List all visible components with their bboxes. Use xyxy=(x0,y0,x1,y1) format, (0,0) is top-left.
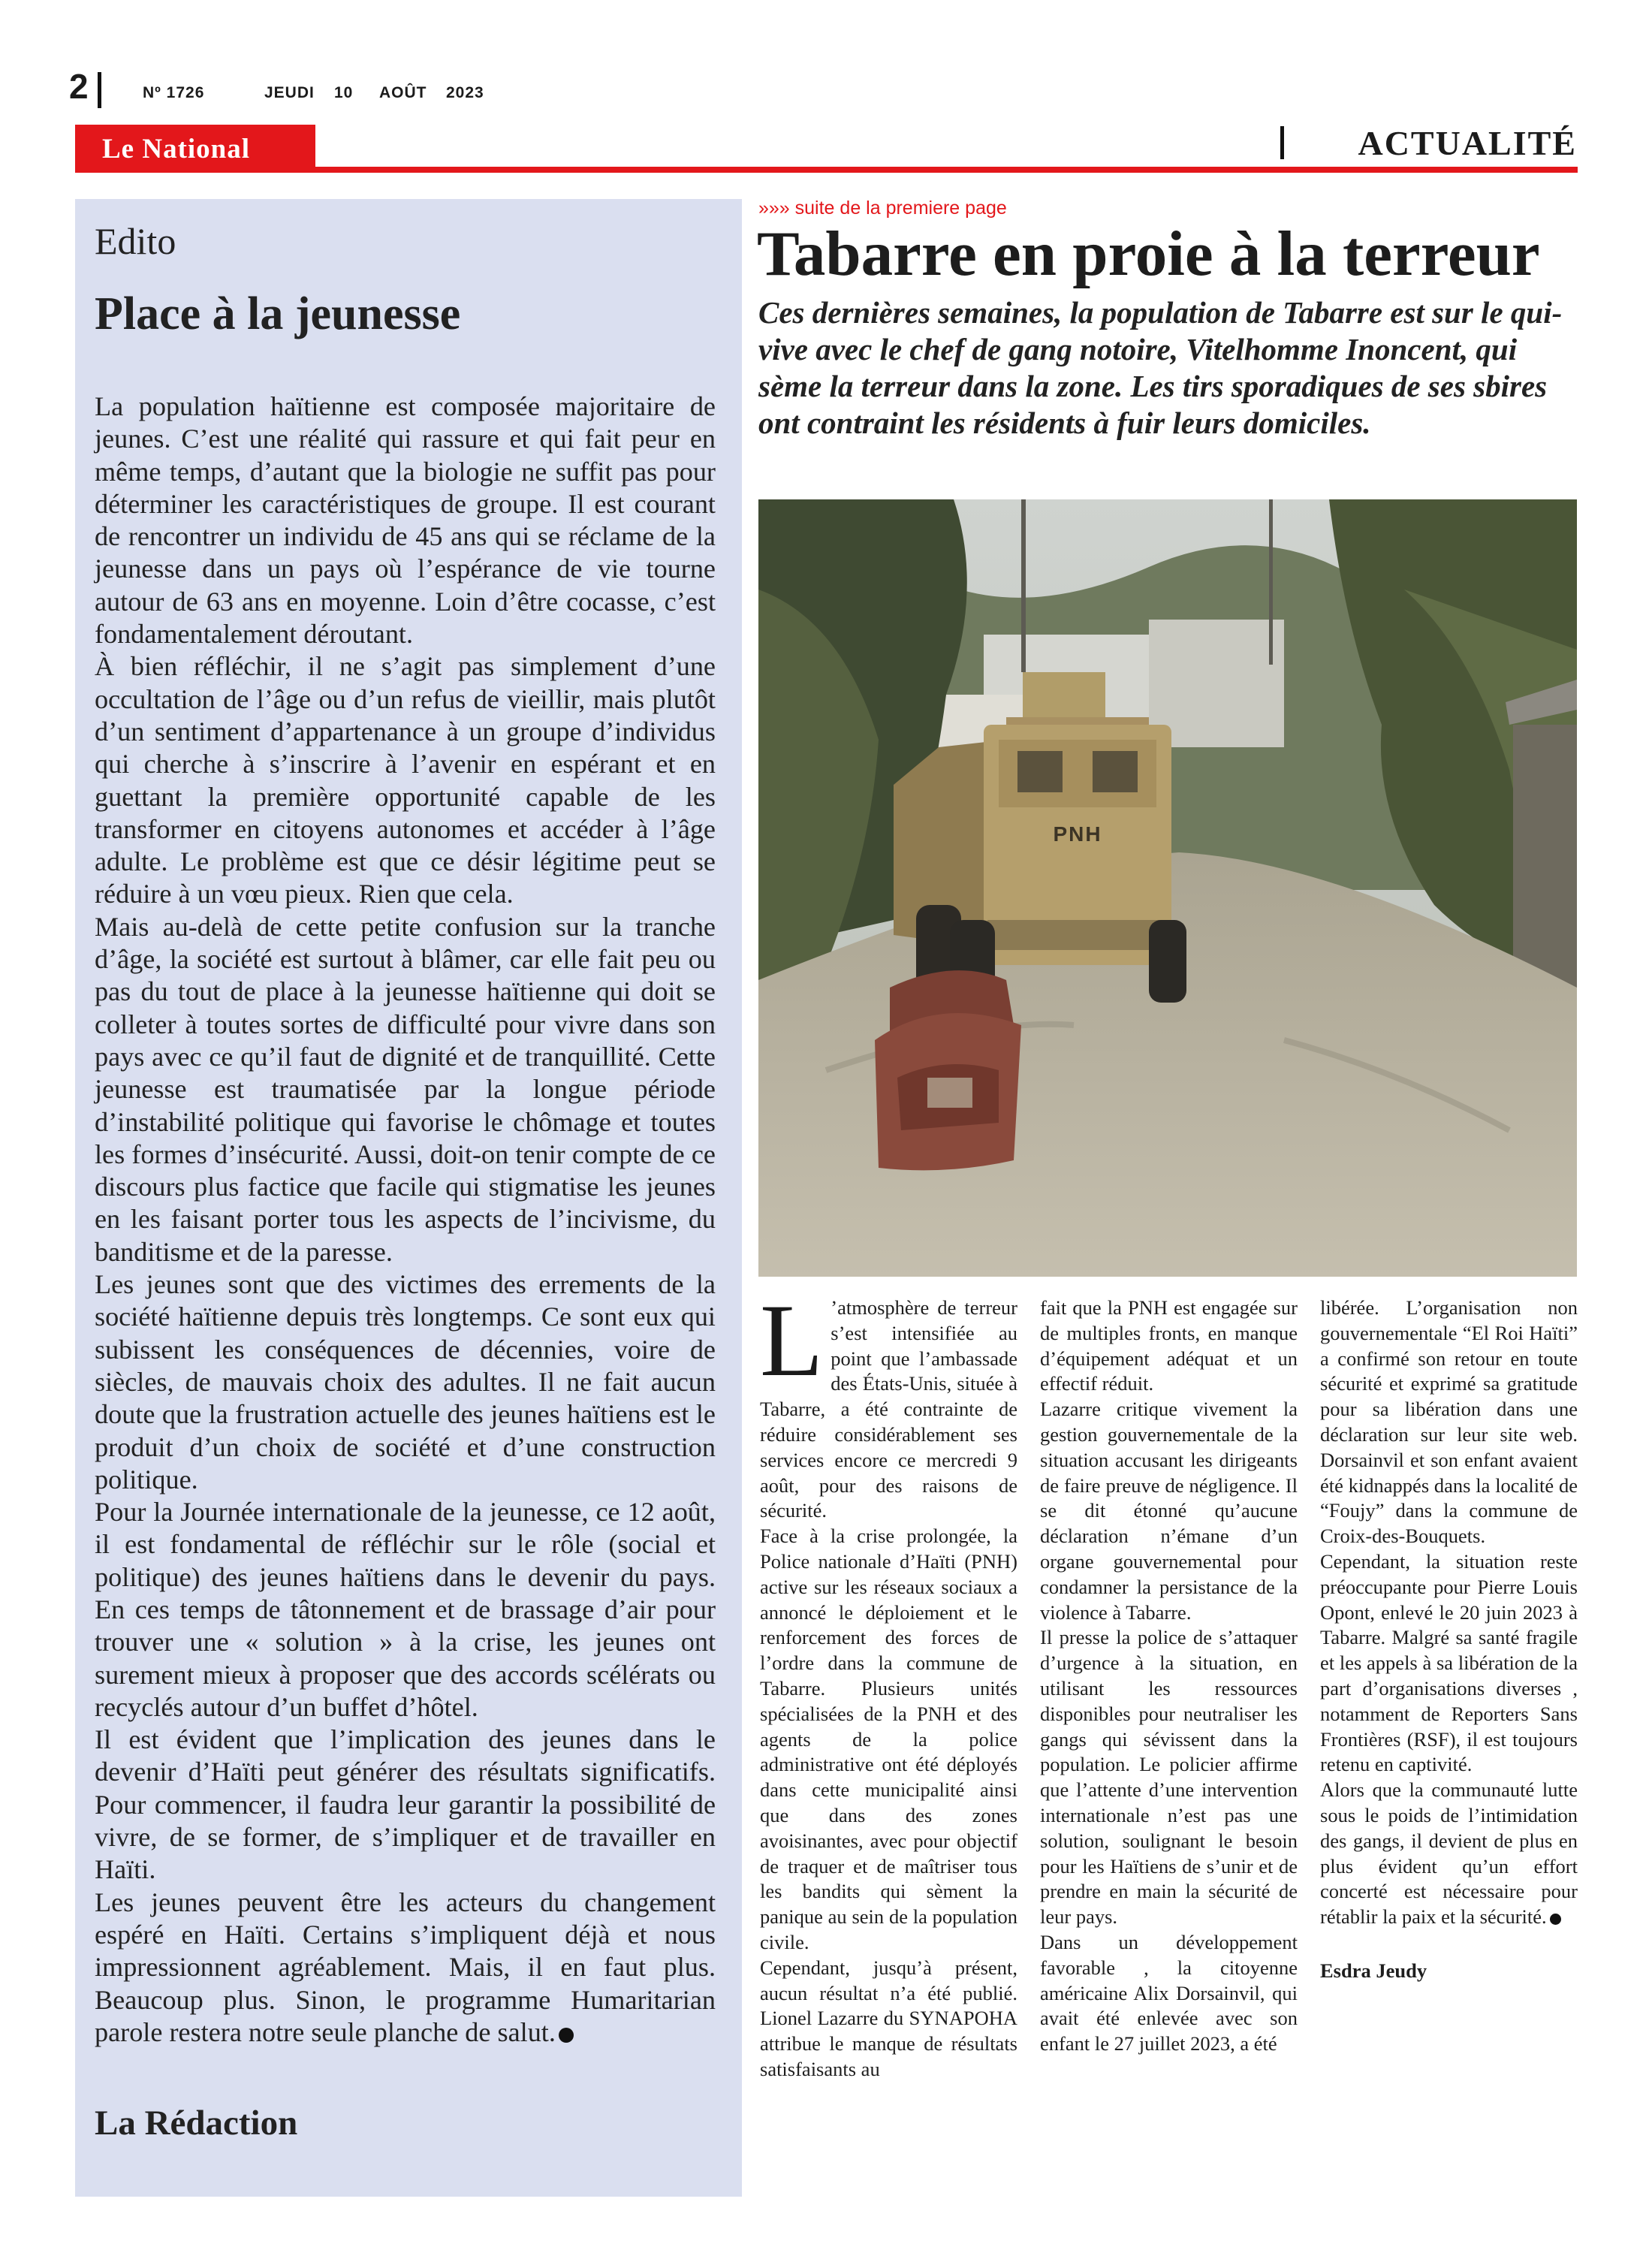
article-paragraph: fait que la PNH est engagée sur de multiples fronts, en manque d’équipement adéquat et un effectif réduit. xyxy=(1040,1296,1298,1395)
edito-paragraph-last xyxy=(95,1887,716,2049)
article-paragraph: Cependant, la situation reste préoccupante pour Pierre Louis Opont, enlevé le 20 juin 2023 à Tabarre. Malgré sa santé fragile et les appels à sa libération de la part d’organisations diverses , notamment de Reporters Sans Frontières (RSF), il est toujours retenu en captivité. xyxy=(1320,1549,1578,1776)
article-paragraph: Dans un développement favorable , la citoyenne américaine Alix Dorsainvil, qui avait été enlevée avec son enfant le 27 juillet 2023, a été xyxy=(1040,1930,1298,2055)
edito-paragraph: La population haïtienne est composée majoritaire de jeunes. C’est une réalité qui rassure et qui fait peur en même temps, d’autant que la biologie ne suffit pas pour déterminer les caractéristiques de groupe. Il est courant de rencontrer un individu de 45 ans qui se réclame de la jeunesse dans un pays où l’espérance de vie tourne autour de 63 ans en moyenne. Loin d’être cocasse, c’est fondamentalement déroutant. xyxy=(95,391,716,650)
drop-cap: L xyxy=(760,1283,824,1398)
edito-paragraph-text: Les jeunes peuvent être les acteurs du changement espéré en Haïti. Certains s’impliquent déjà et nous impressionnent agréablement. Mais, il en faut plus. Beaucoup plus. Sinon, le programme Humaritarian parole restera notre seule planche de salut. xyxy=(95,1887,716,2047)
article-paragraph-text: Alors que la communauté lutte sous le poids de l’intimidation des gangs, il devient de plus en plus évident qu’un effort concerté est nécessaire pour rétablir la paix et la sécurité. xyxy=(1320,1778,1578,1929)
edito-paragraph: Pour la Journée internationale de la jeunesse, ce 12 août, il est fondamental de réfléchir sur le rôle (social et politique) des jeunes haïtiens dans le devenir du pays. En ces temps de tâtonnement et de brassage d’air pour trouver une « solution » à la crise, les jeunes ont surement mieux à proposer que des accords scélérats ou recyclés autour d’un buffet d’hôtel. xyxy=(95,1497,716,1722)
edito-paragraph: Mais au-delà de cette petite confusion sur la tranche d’âge, la société est surtout à blâmer, car elle fait peu ou pas du tout de place à la jeunesse haïtienne qui doit se colleter à toutes sortes de difficulté pour vivre dans son pays avec ce qu’il faut de dignité et de tranquillité. Cette jeunesse est traumatisée par la longue période d’instabilité politique qui favorise le chômage et toutes les formes d’insécurité. Aussi, doit-on tenir compte de ce discours plus factice que facile qui stigmatise les jeunes en les faisant porter tous les aspects de l’incivisme, du banditisme et de la paresse. xyxy=(95,911,716,1267)
date-day: 10 xyxy=(334,84,354,101)
edito-paragraph: Les jeunes sont que des victimes des errements de la société haïtienne depuis très longtemps. Ce sont eux qui subissent les conséquences de décennies, voire de siècles, de mauvais choix des adultes. Il ne fait aucun doute que la frustration actuelle des jeunes haïtiens est le produit d’un choix de société et d’une construction politique. xyxy=(95,1269,716,1494)
article-paragraph: Face à la crise prolongée, la Police nationale d’Haïti (PNH) active sur les réseaux sociaux a annoncé le déploiement et le renforcement des forces de l’ordre dans la commune de Tabarre. Plusieurs unités spécialisées de la PNH et des agents de la police administrative ont été déployés dans cette municipalité ainsi que dans des zones avoisinantes, avec pour objectif de traquer et de maîtriser tous les bandits qui sèment la panique au sein de la population civile. xyxy=(760,1525,1017,1953)
edito-title: Place à la jeunesse xyxy=(95,288,461,339)
section-divider xyxy=(1280,126,1284,159)
article-paragraph-text: ’atmosphère de terreur s’est intensifiée au point que l’ambassade des États-Unis, située à Tabarre, a été contrainte de réduire considérablement ses services encore ce mercredi 9 août, pour des raisons de sécurité. xyxy=(760,1296,1017,1522)
issue-number: Nº 1726 xyxy=(143,84,205,101)
date-year: 2023 xyxy=(446,84,484,101)
section-title: ACTUALITÉ xyxy=(1358,124,1577,162)
article-byline: Esdra Jeudy xyxy=(1320,1959,1427,1982)
article-paragraph xyxy=(760,1283,1017,1524)
header-divider xyxy=(98,72,101,108)
end-mark-icon xyxy=(559,2028,574,2043)
edito-paragraph: Il est évident que l’implication des jeunes dans le devenir d’Haïti peut générer des résultats significatifs. Pour commencer, il faudra leur garantir la possibilité de vivre, de se former, de s’impliquer et de travailler en Haïti. xyxy=(95,1724,716,1885)
article-column-3 xyxy=(1320,1295,1578,1984)
end-mark-icon xyxy=(1550,1914,1561,1925)
vehicle-marking: PNH xyxy=(1053,822,1102,846)
article-column-1 xyxy=(760,1283,1017,2083)
date-month: AOÛT xyxy=(379,84,427,101)
article-title: Tabarre en proie à la terreur xyxy=(757,219,1540,289)
page-number: 2 xyxy=(69,67,89,106)
article-paragraph: Il presse la police de s’attaquer d’urgence à la situation, en utilisant les ressources disponibles pour neutraliser les gangs qui sévissent dans la population. Le policier affirme que l’attente d’une intervention internationale n’est pas une solution, soulignant le besoin pour les Haïtiens de s’unir et de prendre en main la sécurité de leur pays. xyxy=(1040,1626,1298,1929)
article-column-2 xyxy=(1040,1295,1298,2057)
continuation-kicker: »»» suite de la premiere page xyxy=(758,198,1007,219)
edito-signature: La Rédaction xyxy=(95,2104,298,2143)
article-photo xyxy=(758,499,1577,1277)
edito-label: Edito xyxy=(95,220,176,262)
article-lead: Ces dernières semaines, la population de Tabarre est sur le qui-vive avec le chef de gang notoire, Vitelhomme Inoncent, qui sème la terreur dans la zone. Les tirs sporadiques de ses sbires ont contraint les résidents à fuir leurs domiciles. xyxy=(758,295,1563,440)
article-paragraph: Cependant, jusqu’à présent, aucun résultat n’a été publié. Lionel Lazarre du SYNAPOHA attribue le manque de résultats satisfaisants au xyxy=(760,1956,1017,2080)
date-weekday: JEUDI xyxy=(264,84,315,101)
edito-body xyxy=(95,391,716,2049)
newspaper-logo: Le National xyxy=(102,134,251,164)
edito-paragraph: À bien réfléchir, il ne s’agit pas simplement d’une occultation de l’âge ou d’un refus de vieillir, mais plutôt d’un sentiment d’appartenance à un groupe d’individus qui cherche à s’inscrire à l’avenir en espérant et en guettant la première opportunité capable de les transformer en citoyens autonomes et accéder à l’âge adulte. Le problème est que ce désir légitime peut se réduire à un vœu pieux. Rien que cela. xyxy=(95,651,716,909)
article-paragraph: libérée. L’organisation non gouvernementale “El Roi Haïti” a confirmé son retour en toute sécurité et exprimé sa gratitude pour sa libération dans une déclaration sur leur site web. Dorsainvil et son enfant avaient été kidnappés dans la localité de “Foujy” dans la commune de Croix-des-Bouquets. xyxy=(1320,1296,1578,1548)
article-paragraph: Lazarre critique vivement la gestion gouvernementale de la situation accusant les dirigeants de faire preuve de négligence. Il se dit étonné qu’aucune déclaration n’émane d’un organe gouvernemental pour condamner la persistance de la violence à Tabarre. xyxy=(1040,1398,1298,1624)
article-paragraph-last xyxy=(1320,1778,1578,1930)
